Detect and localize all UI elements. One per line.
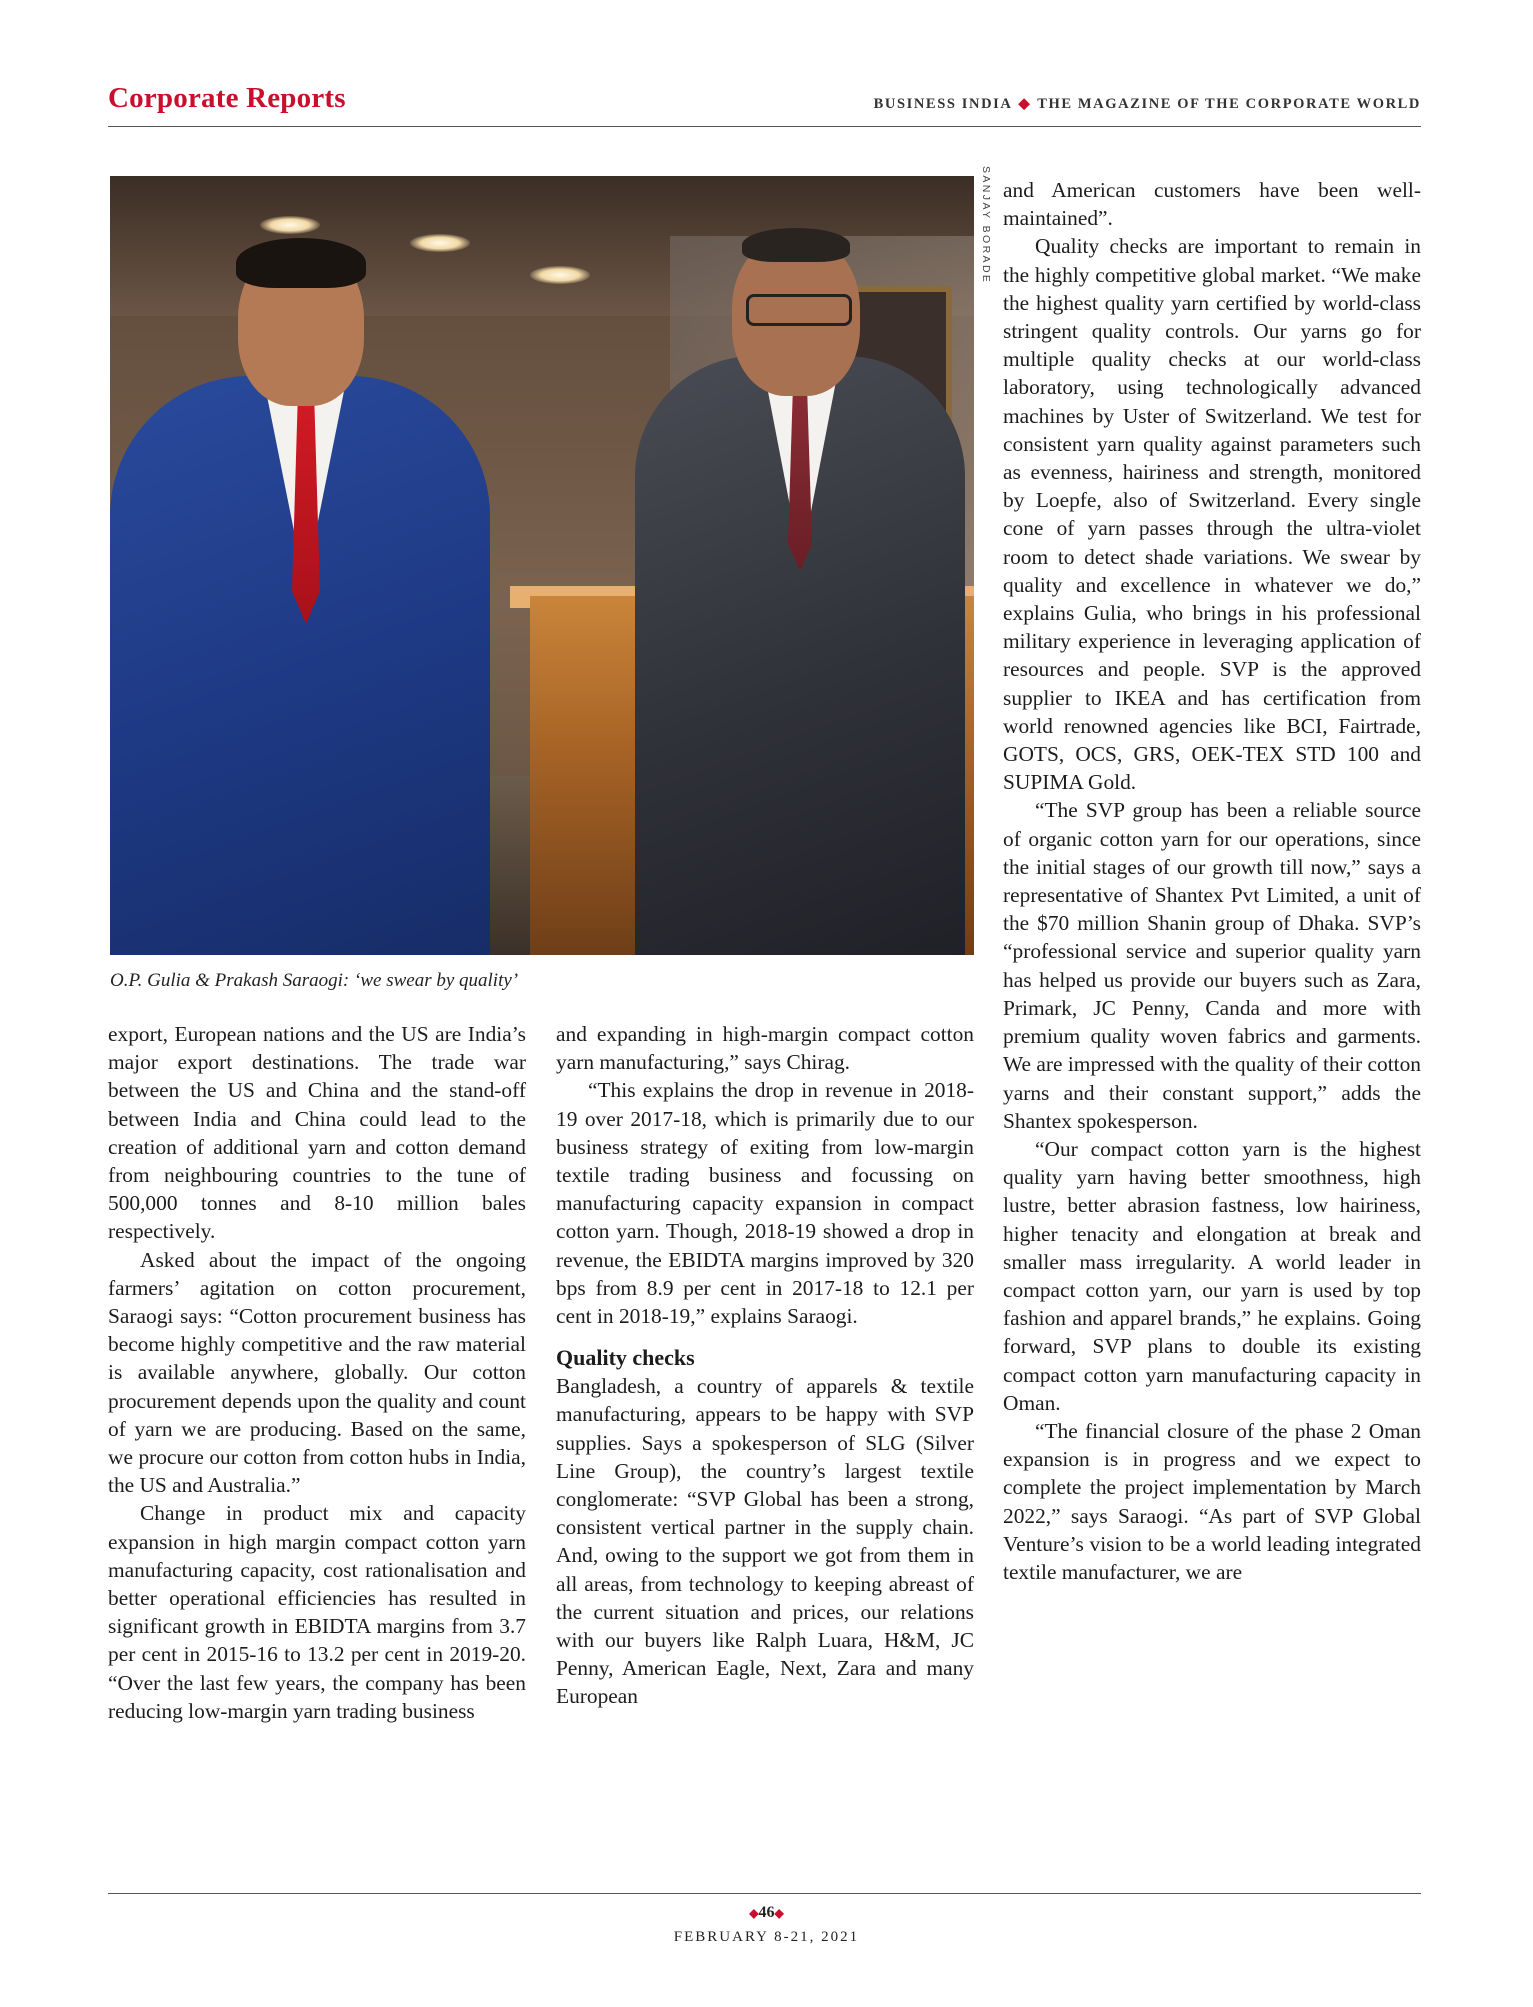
section-title: Corporate Reports [108, 82, 346, 114]
diamond-icon: ◆ [749, 1906, 759, 1920]
ceiling-lamp [410, 234, 470, 252]
person-left-hair [236, 238, 366, 288]
paragraph: Quality checks are important to remain in the highly competitive global market. “We make the highest quality yarn certified by world-class stringent quality controls. Our yarns go for multiple quality checks at our world-class laboratory, using technologically advanced machines by Uster of Switzerland. We test for consistent yarn quality against parameters such as evenness, hairiness and strength, monitored by Loepfe, also of Switzerland. Every single cone of yarn passes through the ultra-violet room to detect shade variations. We swear by quality and excellence in whatever we do,” explains Gulia, who brings in his professional military experience in leveraging application of resources and people. SVP is the approved supplier to IKEA and has certification from world renowned agencies like BCI, Fairtrade, GOTS, OCS, GRS, OEK-TEX STD 100 and SUPIMA Gold. [1003, 234, 1421, 795]
header-rule [108, 126, 1421, 127]
paragraph: Change in product mix and capacity expansion in high margin compact cotton yarn manufacturing capacity, cost rationalisation and better operational efficiencies has resulted in significant growth in EBIDTA margins from 3.7 per cent in 2015-16 to 13.2 per cent in 2019-20. “Over the last few years, the company has been reducing low-margin yarn trading business [108, 1501, 526, 1723]
diamond-icon: ◆ [774, 1906, 784, 1920]
issue-date: FEBRUARY 8-21, 2021 [673, 1929, 860, 1945]
article-column-2 [556, 1020, 974, 1711]
footer-rule [108, 1893, 1421, 1894]
page-number-value: 46 [758, 1904, 775, 1921]
section-subhead: Quality checks [556, 1345, 695, 1371]
article-photo [110, 176, 974, 955]
paragraph: Bangladesh, a country of apparels & textile manufacturing, appears to be happy with SVP supplies. Says a spokesperson of SLG (Silver Line Group), the country’s largest textile conglomerate: “SVP Global has been a strong, consistent vertical partner in the supply chain. And, owing to the support we got from them in all areas, from technology to keeping abreast of the current situation and prices, our relations with our buyers like Ralph Luara, H&M, JC Penny, American Eagle, Next, Zara and many European [556, 1374, 974, 1709]
magazine-tagline [874, 96, 1421, 113]
paragraph: export, European nations and the US are India’s major export destinations. The trade war between the US and China and the stand-off between India and China could lead to the creation of additional yarn and cotton demand from neighbouring countries to the tune of 500,000 tonnes and 8-10 million bales respectively. [108, 1022, 526, 1244]
paragraph: Asked about the impact of the ongoing farmers’ agitation on cotton procurement, Saraogi says: “Cotton procurement business has become highly competitive and the raw material is available anywhere, globally. Our cotton procurement depends upon the quality and count of yarn we are producing. Based on the same, we procure our cotton from cotton hubs in India, the US and Australia.” [108, 1247, 526, 1498]
magazine-subtitle: THE MAGAZINE OF THE CORPORATE WORLD [1037, 96, 1421, 112]
paragraph: “The financial closure of the phase 2 Oman expansion is in progress and we expect to complete the project implementation by March 2022,” says Saraogi. “As part of SVP Global Venture’s vision to be a world leading integrated textile manufacturer, we are [1003, 1418, 1421, 1584]
article-column-3 [1003, 176, 1421, 1586]
person-right-hair [742, 228, 850, 262]
paragraph: and expanding in high-margin compact cotton yarn manufacturing,” says Chirag. [556, 1022, 974, 1075]
photo-credit: SANJAY BORADE [980, 166, 992, 285]
paragraph: “Our compact cotton yarn is the highest quality yarn having better smoothness, high lustre, better abrasion fastness, low hairiness, higher tenacity and elongation at break and smaller mass irregularity. A world leader in compact cotton yarn, our yarn is used by top fashion and apparel brands,” he explains. Going forward, SVP plans to double its existing compact cotton yarn manufacturing capacity in Oman. [1003, 1136, 1421, 1415]
glasses [746, 294, 852, 326]
ceiling-lamp [260, 216, 320, 234]
diamond-icon: ◆ [1018, 96, 1032, 112]
article-column-1 [108, 1020, 526, 1725]
page-number [0, 1904, 1533, 1922]
paragraph: “This explains the drop in revenue in 2018-19 over 2017-18, which is primarily due to our business strategy of exiting from low-margin textile trading business and focussing on manufacturing capacity expansion in compact cotton yarn. Though, 2018-19 showed a drop in revenue, the EBIDTA margins improved by 320 bps from 8.9 per cent in 2017-18 to 12.1 per cent in 2018-19,” explains Saraogi. [556, 1078, 974, 1329]
magazine-name: BUSINESS INDIA [873, 96, 1013, 112]
ceiling-lamp [530, 266, 590, 284]
paragraph: “The SVP group has been a reliable source of organic cotton yarn for our operations, since the initial stages of our growth till now,” says a representative of Shantex Pvt Limited, a unit of the $70 million Shanin group of Dhaka. SVP’s “professional service and superior quality yarn has helped us provide our buyers such as Zara, Primark, JC Penny, Canda and more with premium quality woven fabrics and garments. We are impressed with the quality of their cotton yarns and their constant support,” adds the Shantex spokesperson. [1003, 798, 1421, 1133]
photo-caption: O.P. Gulia & Prakash Saraogi: ‘we swear by quality’ [110, 970, 519, 991]
paragraph: and American customers have been well-maintained”. [1003, 178, 1421, 231]
